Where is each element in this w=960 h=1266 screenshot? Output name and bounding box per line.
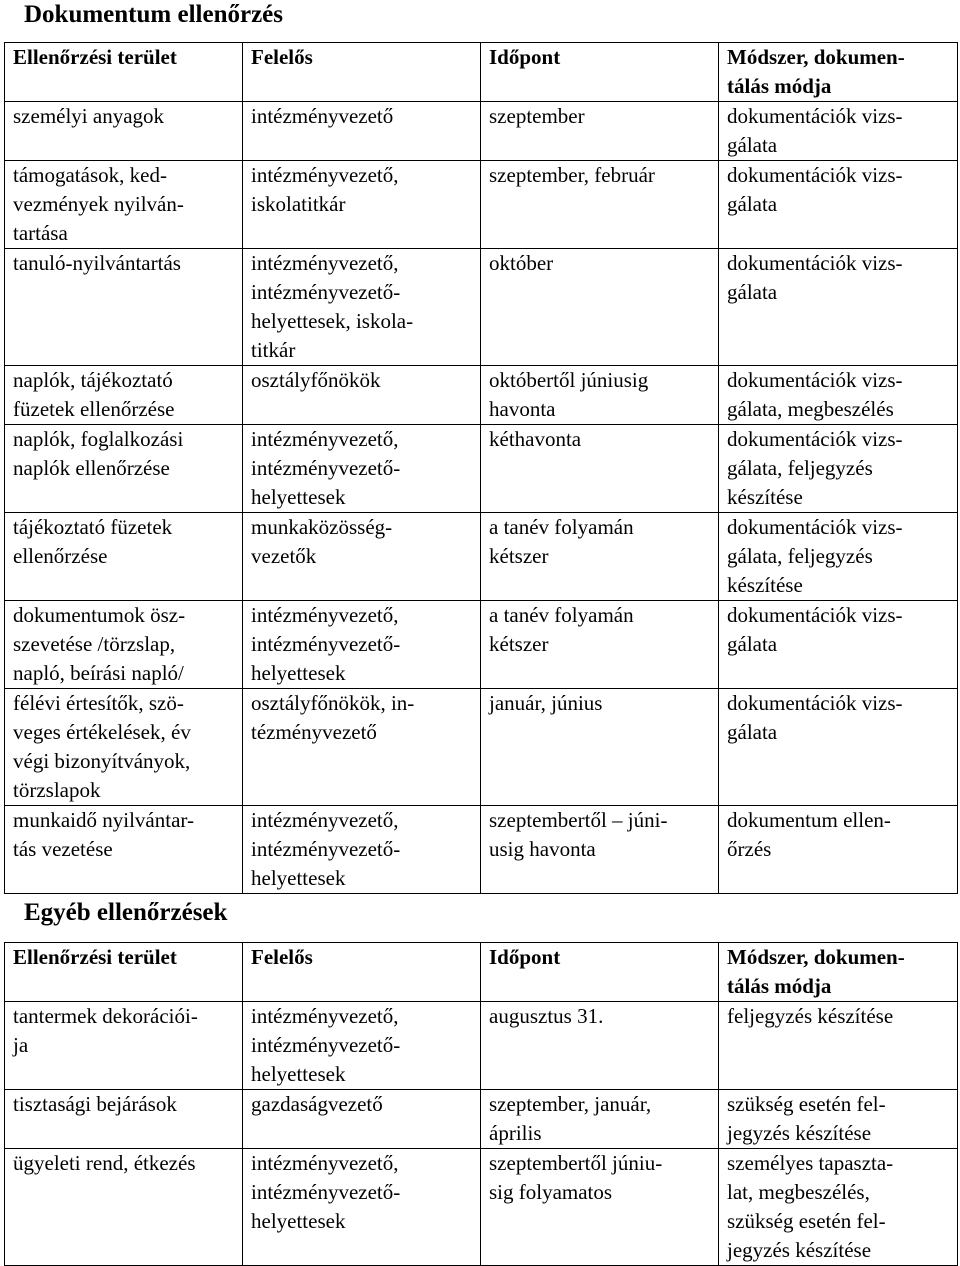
table-row xyxy=(5,513,958,601)
cell-area: támogatások, ked- vezmények nyilván- tartása xyxy=(5,161,243,249)
cell-responsible: intézményvezető xyxy=(243,102,481,161)
cell-time: szeptembertől júniu- sig folyamatos xyxy=(481,1149,719,1266)
cell-area: tájékoztató füzetek ellenőrzése xyxy=(5,513,243,601)
table-row xyxy=(5,601,958,689)
header-responsible: Felelős xyxy=(243,943,481,1002)
cell-time: szeptember, január, április xyxy=(481,1090,719,1149)
cell-method: dokumentációk vizs- gálata, feljegyzés készítése xyxy=(719,425,958,513)
header-time: Időpont xyxy=(481,943,719,1002)
cell-area: tanuló-nyilvántartás xyxy=(5,249,243,366)
table-row xyxy=(5,1002,958,1090)
header-responsible: Felelős xyxy=(243,43,481,102)
cell-area: dokumentumok ösz- szevetése /törzslap, napló, beírási napló/ xyxy=(5,601,243,689)
cell-responsible: intézményvezető, intézményvezető- helyettesek xyxy=(243,601,481,689)
table-row xyxy=(5,102,958,161)
table-header-row xyxy=(5,43,958,102)
table-row xyxy=(5,806,958,894)
cell-responsible: intézményvezető, intézményvezető- helyettesek xyxy=(243,1002,481,1090)
cell-responsible: intézményvezető, intézményvezető- helyettesek xyxy=(243,806,481,894)
cell-responsible: intézményvezető, intézményvezető- helyettesek xyxy=(243,425,481,513)
section-heading-document-check: Dokumentum ellenőrzés xyxy=(24,1,283,28)
cell-method: dokumentációk vizs- gálata xyxy=(719,249,958,366)
cell-method: dokumentációk vizs- gálata xyxy=(719,601,958,689)
cell-method: dokumentációk vizs- gálata xyxy=(719,161,958,249)
cell-area: naplók, foglalkozási naplók ellenőrzése xyxy=(5,425,243,513)
table-row xyxy=(5,1090,958,1149)
cell-time: október xyxy=(481,249,719,366)
cell-responsible: munkaközösség- vezetők xyxy=(243,513,481,601)
header-method: Módszer, dokumen- tálás módja xyxy=(719,43,958,102)
header-time: Időpont xyxy=(481,43,719,102)
cell-method: dokumentációk vizs- gálata, megbeszélés xyxy=(719,366,958,425)
table-row xyxy=(5,249,958,366)
cell-area: ügyeleti rend, étkezés xyxy=(5,1149,243,1266)
table-row xyxy=(5,366,958,425)
cell-area: tisztasági bejárások xyxy=(5,1090,243,1149)
cell-time: a tanév folyamán kétszer xyxy=(481,601,719,689)
header-area: Ellenőrzési terület xyxy=(5,943,243,1002)
cell-area: félévi értesítők, szö- veges értékelések, év végi bizonyítványok, törzslapok xyxy=(5,689,243,806)
table-row xyxy=(5,1149,958,1266)
table-row xyxy=(5,425,958,513)
cell-method: dokumentációk vizs- gálata xyxy=(719,102,958,161)
cell-time: kéthavonta xyxy=(481,425,719,513)
cell-area: személyi anyagok xyxy=(5,102,243,161)
header-method: Módszer, dokumen- tálás módja xyxy=(719,943,958,1002)
cell-area: naplók, tájékoztató füzetek ellenőrzése xyxy=(5,366,243,425)
cell-responsible: osztályfőnökök xyxy=(243,366,481,425)
cell-method: személyes tapaszta- lat, megbeszélés, szükség esetén fel- jegyzés készítése xyxy=(719,1149,958,1266)
section-heading-other-checks: Egyéb ellenőrzések xyxy=(24,899,228,926)
cell-method: dokumentációk vizs- gálata xyxy=(719,689,958,806)
cell-responsible: osztályfőnökök, in- tézményvezető xyxy=(243,689,481,806)
cell-method: dokumentum ellen- őrzés xyxy=(719,806,958,894)
cell-time: szeptember xyxy=(481,102,719,161)
cell-method: feljegyzés készítése xyxy=(719,1002,958,1090)
cell-time: októbertől júniusig havonta xyxy=(481,366,719,425)
table-header-row xyxy=(5,943,958,1002)
cell-time: a tanév folyamán kétszer xyxy=(481,513,719,601)
cell-responsible: gazdaságvezető xyxy=(243,1090,481,1149)
other-checks-table xyxy=(4,942,958,1266)
cell-method: szükség esetén fel- jegyzés készítése xyxy=(719,1090,958,1149)
cell-responsible: intézményvezető, intézményvezető- helyettesek, iskola- titkár xyxy=(243,249,481,366)
table-row xyxy=(5,161,958,249)
cell-area: tantermek dekorációi- ja xyxy=(5,1002,243,1090)
header-area: Ellenőrzési terület xyxy=(5,43,243,102)
document-check-table xyxy=(4,42,958,894)
cell-time: augusztus 31. xyxy=(481,1002,719,1090)
cell-time: január, június xyxy=(481,689,719,806)
cell-method: dokumentációk vizs- gálata, feljegyzés készítése xyxy=(719,513,958,601)
cell-responsible: intézményvezető, intézményvezető- helyettesek xyxy=(243,1149,481,1266)
cell-time: szeptember, február xyxy=(481,161,719,249)
cell-area: munkaidő nyilvántar- tás vezetése xyxy=(5,806,243,894)
cell-responsible: intézményvezető, iskolatitkár xyxy=(243,161,481,249)
cell-time: szeptembertől – júni- usig havonta xyxy=(481,806,719,894)
table-row xyxy=(5,689,958,806)
